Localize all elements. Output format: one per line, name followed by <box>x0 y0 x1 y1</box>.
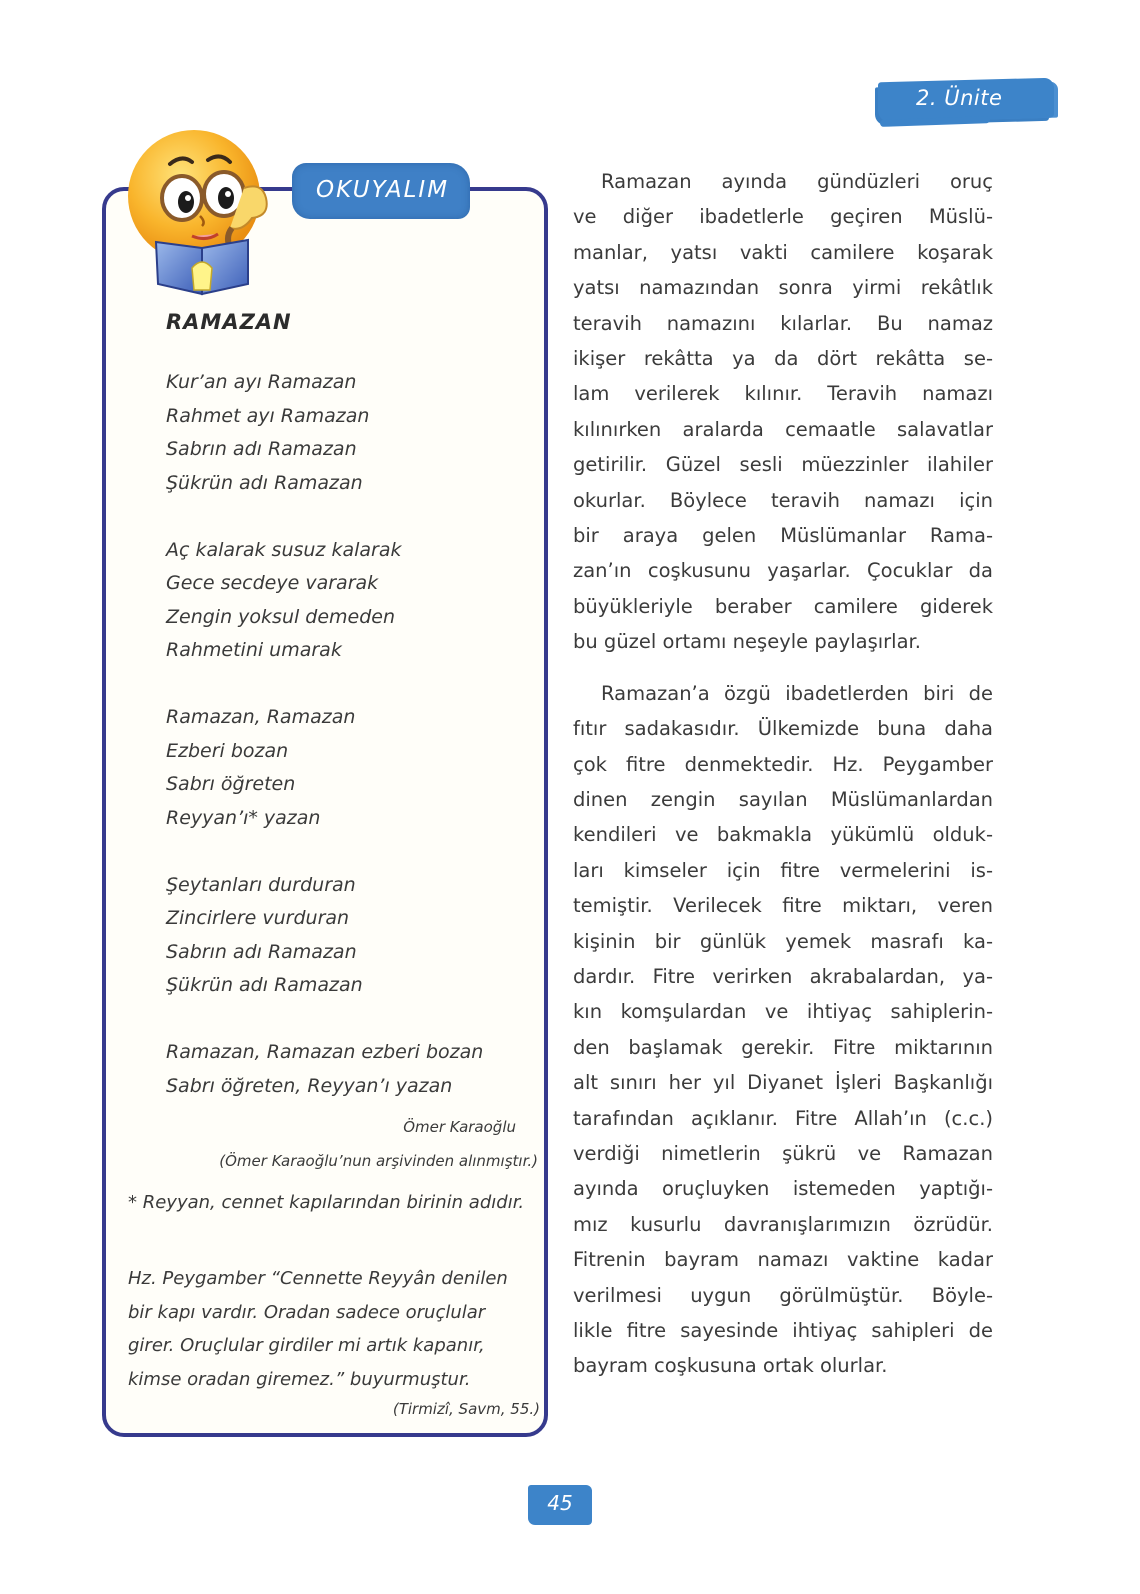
text-line: bir araya gelen Müslümanlar Rama- <box>573 524 993 548</box>
text-line: mız kusurlu davranışlarımızın özrüdür. <box>573 1212 993 1236</box>
text-line: kişinin bir günlük yemek masrafı ka- <box>573 929 993 953</box>
text-line: dinen zengin sayılan Müslümanlardan <box>573 787 993 811</box>
text-line: getirilir. Güzel sesli müezzinler ilahiler <box>573 453 993 477</box>
footnote: * Reyyan, cennet kapılarından birinin adıdır. <box>128 1192 525 1213</box>
poem-title: RAMAZAN <box>166 310 292 334</box>
text-line: den başlamak gerekir. Fitre miktarının <box>573 1035 993 1059</box>
paragraph <box>573 164 993 660</box>
text-line: yatsı namazından sonra yirmi rekâtlık <box>573 276 993 300</box>
text-line: kın komşulardan ve ihtiyaç sahiplerin- <box>573 1000 993 1024</box>
poem-line: Kur’an ayı Ramazan <box>166 371 357 393</box>
text-line: Fitrenin bayram namazı vaktine kadar <box>573 1248 993 1272</box>
text-line: okurlar. Böylece teravih namazı için <box>573 488 993 512</box>
text-line: teravih namazını kılarlar. Bu namaz <box>573 311 993 335</box>
poem-line: Şükrün adı Ramazan <box>166 471 363 494</box>
poem-stanza <box>166 534 536 668</box>
text-line: tarafından açıklanır. Fitre Allah’ın (c.c.) <box>573 1106 993 1130</box>
text-line: büyükleriyle beraber camilere giderek <box>573 594 993 618</box>
paragraph <box>573 676 993 1384</box>
text-line: manlar, yatsı vakti camilere koşarak <box>573 240 993 264</box>
poem-stanza <box>166 366 536 500</box>
poem <box>166 366 536 1103</box>
page-number-badge <box>528 1485 594 1527</box>
poem-line: Şeytanları durduran <box>166 873 356 896</box>
reading-box-header <box>292 163 472 221</box>
text-line: verdiği nimetlerin şükrü ve Ramazan <box>573 1141 993 1165</box>
text-line: lam verilerek kılınır. Teravih namazı <box>573 382 993 406</box>
text-line: bayram coşkusuna ortak olurlar. <box>573 1354 888 1378</box>
text-line: verilmesi uygun görülmüştür. Böyle- <box>573 1283 993 1307</box>
text-line: kendileri ve bakmakla yükümlü olduk- <box>573 823 993 847</box>
poem-line: Aç kalarak susuz kalarak <box>166 538 402 561</box>
poem-line: Ramazan, Ramazan <box>166 706 356 728</box>
poem-line: Zincirlere vurduran <box>166 907 350 929</box>
poem-stanza <box>166 1036 536 1103</box>
main-text <box>573 164 993 1400</box>
poem-line: Rahmetini umarak <box>166 639 342 661</box>
poem-line: Ezberi bozan <box>166 739 289 762</box>
text-line: Ramazan ayında gündüzleri oruç <box>601 170 993 193</box>
poem-source: (Ömer Karaoğlu’nun arşivinden alınmıştır.) <box>219 1152 538 1170</box>
poem-line: Rahmet ayı Ramazan <box>166 404 370 427</box>
poem-line: Sabrın adı Ramazan <box>166 438 357 460</box>
text-line: Ramazan’a özgü ibadetlerden biri de <box>601 681 993 705</box>
poem-line: Sabrın adı Ramazan <box>166 940 357 963</box>
hadith-quote <box>128 1262 540 1396</box>
poem-line: Sabrı öğreten <box>166 773 296 795</box>
text-line: kılınırken aralarda cemaatle salavatlar <box>573 417 993 441</box>
unit-badge <box>878 74 1056 130</box>
text-line: dardır. Fitre verirken akrabalardan, ya- <box>573 964 993 988</box>
hadith-line: bir kapı vardır. Oradan sadece oruçlular <box>128 1301 486 1323</box>
hadith-line: Hz. Peygamber “Cennette Reyyân denilen <box>128 1268 508 1289</box>
poem-stanza <box>166 701 536 835</box>
hadith-line: kimse oradan giremez.” buyurmuştur. <box>128 1368 471 1390</box>
poem-author: Ömer Karaoğlu <box>403 1118 516 1136</box>
poem-line: Reyyan’ı* yazan <box>166 806 321 829</box>
hadith-line: girer. Oruçlular girdiler mi artık kapanır, <box>128 1335 485 1356</box>
text-line: ları kimseler için fitre vermelerini is- <box>573 858 993 882</box>
poem-stanza <box>166 869 536 1003</box>
text-line: zan’ın coşkusunu yaşarlar. Çocuklar da <box>573 559 993 583</box>
text-line: alt sınırı her yıl Diyanet İşleri Başkanlığı <box>573 1071 993 1095</box>
text-line: ayında oruçluyken istemeden yaptığı- <box>573 1177 993 1201</box>
page-number: 45 <box>547 1491 573 1515</box>
text-line: likle fitre sayesinde ihtiyaç sahipleri de <box>573 1319 993 1342</box>
reading-emoji-with-glasses-icon <box>112 118 292 298</box>
text-line: ikişer rekâtta ya da dört rekâtta se- <box>573 347 993 371</box>
text-line: fıtır sadakasıdır. Ülkemizde buna daha <box>573 717 993 741</box>
text-line: bu güzel ortamı neşeyle paylaşırlar. <box>573 630 921 654</box>
hadith-source: (Tirmizî, Savm, 55.) <box>392 1400 540 1418</box>
text-line: ve diğer ibadetlerle geçiren Müslü- <box>573 205 993 229</box>
poem-line: Sabrı öğreten, Reyyan’ı yazan <box>166 1074 453 1097</box>
poem-line: Ramazan, Ramazan ezberi bozan <box>166 1041 484 1063</box>
reading-header-label: OKUYALIM <box>316 177 450 203</box>
poem-line: Zengin yoksul demeden <box>166 605 396 628</box>
text-line: temiştir. Verilecek fitre miktarı, veren <box>573 894 993 918</box>
text-line: çok fitre denmektedir. Hz. Peygamber <box>573 752 993 776</box>
unit-label: 2. Ünite <box>916 86 1003 110</box>
poem-line: Gece secdeye vararak <box>166 572 379 594</box>
poem-line: Şükrün adı Ramazan <box>166 974 363 996</box>
